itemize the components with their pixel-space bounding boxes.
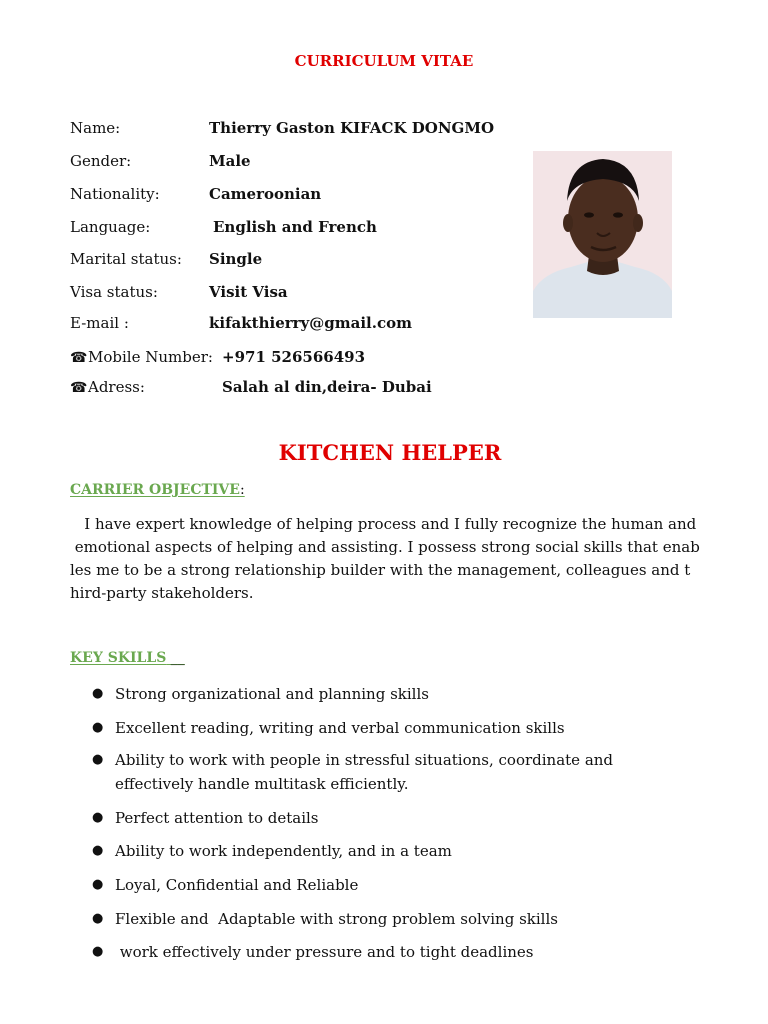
skill-text: Strong organizational and planning skills <box>115 685 429 703</box>
objective-line: emotional aspects of helping and assisting. I possess strong social skills that enab <box>70 538 700 556</box>
marital-value: Single <box>209 250 263 268</box>
gender-row <box>70 151 510 171</box>
mobile-label-group <box>70 347 213 368</box>
address-label: Adress: <box>88 378 145 396</box>
nationality-label: Nationality: <box>70 185 160 203</box>
skills-heading <box>70 650 185 666</box>
bullet-icon: ● <box>92 686 104 701</box>
name-value: Thierry Gaston KIFACK DONGMO <box>209 119 495 137</box>
language-row <box>70 217 510 237</box>
visa-row <box>70 282 510 302</box>
visa-value: Visit Visa <box>209 283 288 301</box>
email-row <box>70 313 510 333</box>
skill-text: Ability to work with people in stressful situations, coordinate and <box>115 751 614 769</box>
bullet-icon: ● <box>92 752 104 767</box>
address-label-group <box>70 377 145 398</box>
portrait-illustration <box>533 151 672 318</box>
gender-label: Gender: <box>70 152 132 170</box>
bullet-icon: ● <box>92 877 104 892</box>
mobile-row <box>70 347 510 367</box>
objective-line: hird-party stakeholders. <box>70 584 254 602</box>
profile-photo <box>533 151 672 318</box>
skill-text: Excellent reading, writing and verbal communication skills <box>115 719 565 737</box>
name-row <box>70 118 510 138</box>
bullet-icon: ● <box>92 810 104 825</box>
mobile-label: Mobile Number: <box>88 348 213 366</box>
email-value[interactable]: kifakthierry@gmail.com <box>209 314 412 332</box>
skill-text: Ability to work independently, and in a team <box>115 842 452 860</box>
address-value: Salah al din,deira- Dubai <box>222 378 432 396</box>
objective-line: les me to be a strong relationship builder with the management, colleagues and t <box>70 561 691 579</box>
language-value: English and French <box>213 218 377 236</box>
address-row <box>70 377 510 397</box>
language-label: Language: <box>70 218 151 236</box>
phone-icon: ☎ <box>70 380 88 396</box>
visa-label: Visa status: <box>70 283 158 301</box>
document-title: CURRICULUM VITAE <box>294 52 474 70</box>
marital-label: Marital status: <box>70 250 182 268</box>
email-label: E-mail : <box>70 314 129 332</box>
skill-text: effectively handle multitask efficiently. <box>115 775 409 793</box>
skill-text: work effectively under pressure and to tight deadlines <box>115 943 534 961</box>
bullet-icon: ● <box>92 843 104 858</box>
bullet-icon: ● <box>92 720 104 735</box>
skills-heading-underscore: __ <box>166 650 185 666</box>
bullet-icon: ● <box>92 911 104 926</box>
job-title: KITCHEN HELPER <box>278 440 502 465</box>
marital-row <box>70 249 510 269</box>
bullet-icon: ● <box>92 944 104 959</box>
objective-line: I have expert knowledge of helping process and I fully recognize the human and <box>70 515 697 533</box>
skill-text: Loyal, Confidential and Reliable <box>115 876 359 894</box>
nationality-value: Cameroonian <box>209 185 322 203</box>
objective-heading-colon: : <box>239 482 245 498</box>
name-label: Name: <box>70 119 121 137</box>
phone-icon: ☎ <box>70 350 88 366</box>
skills-heading-text: KEY SKILLS <box>70 650 167 666</box>
objective-heading <box>70 482 245 498</box>
objective-heading-text: CARRIER OBJECTIVE <box>70 482 240 498</box>
skill-text: Perfect attention to details <box>115 809 319 827</box>
objective-paragraph <box>70 513 710 605</box>
gender-value: Male <box>209 152 251 170</box>
mobile-value: +971 526566493 <box>222 348 366 366</box>
nationality-row <box>70 184 510 204</box>
skill-text: Flexible and Adaptable with strong problem solving skills <box>115 910 558 928</box>
